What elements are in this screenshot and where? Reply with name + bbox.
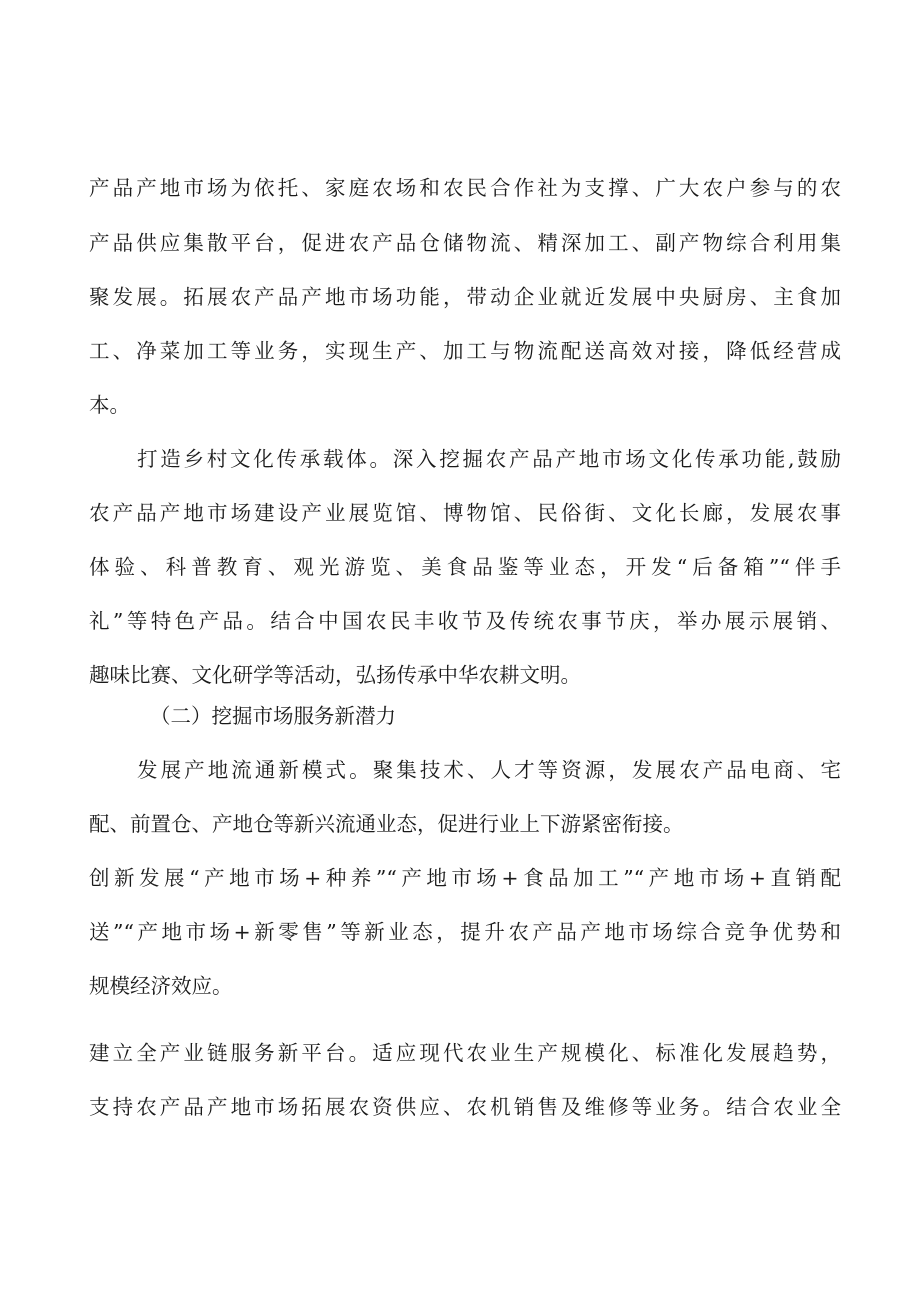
paragraph-1-line-5: 本。 — [89, 393, 130, 417]
paragraph-2-line-4: 礼”等特色产品。结合中国农民丰收节及传统农事节庆，举办展示展销、 — [89, 609, 841, 633]
paragraph-2-line-1: 打造乡村文化传承载体。深入挖掘农产品产地市场文化传承功能,鼓励 — [137, 447, 841, 471]
section-heading: （二）挖掘市场服务新潜力 — [150, 704, 396, 728]
paragraph-1-line-2: 产品供应集散平台，促进农产品仓储物流、精深加工、副产物综合利用集 — [89, 231, 841, 255]
paragraph-2-line-5: 趣味比赛、文化研学等活动，弘扬传承中华农耕文明。 — [89, 663, 581, 687]
paragraph-1-line-4: 工、净菜加工等业务，实现生产、加工与物流配送高效对接，降低经营成 — [89, 339, 841, 363]
paragraph-3-line-2: 配、前置仓、产地仓等新兴流通业态，促进行业上下游紧密衔接。 — [89, 812, 684, 836]
paragraph-3-line-1: 发展产地流通新模式。聚集技术、人才等资源，发展农产品电商、宅 — [137, 758, 841, 782]
paragraph-1-line-3: 聚发展。拓展农产品产地市场功能，带动企业就近发展中央厨房、主食加 — [89, 285, 841, 309]
paragraph-4-line-3: 规模经济效应。 — [89, 974, 233, 998]
paragraph-4-line-1: 创新发展“产地市场+种养”“产地市场+食品加工”“产地市场+直销配 — [89, 866, 841, 890]
paragraph-4-line-2: 送”“产地市场+新零售”等新业态，提升农产品产地市场综合竞争优势和 — [89, 920, 841, 944]
paragraph-5-line-1: 建立全产业链服务新平台。适应现代农业生产规模化、标准化发展趋势， — [89, 1041, 841, 1065]
paragraph-2-line-3: 体验、科普教育、观光游览、美食品鉴等业态，开发“后备箱”“伴手 — [89, 555, 841, 579]
paragraph-2-line-2: 农产品产地市场建设产业展览馆、博物馆、民俗街、文化长廊，发展农事 — [89, 501, 841, 525]
paragraph-1-line-1: 产品产地市场为依托、家庭农场和农民合作社为支撑、广大农户参与的农 — [89, 176, 841, 200]
paragraph-5-line-2: 支持农产品产地市场拓展农资供应、农机销售及维修等业务。结合农业全 — [89, 1095, 841, 1119]
